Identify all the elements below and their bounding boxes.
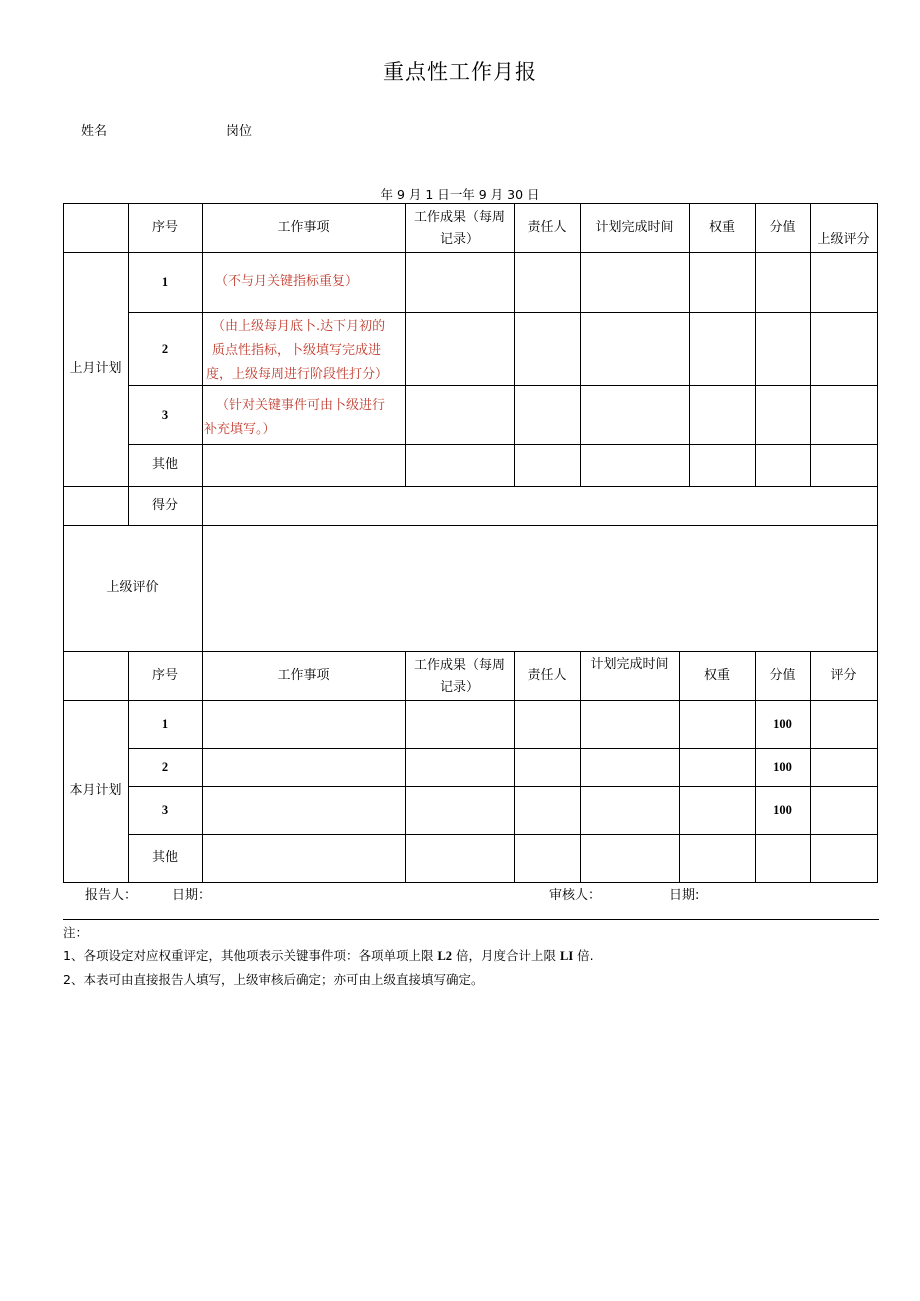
- date-label: 日期：: [172, 888, 212, 903]
- notes-heading: 注：: [63, 925, 89, 940]
- col-header-points: 分值: [769, 667, 796, 683]
- points-value: 100: [773, 803, 792, 817]
- reporter-label: 报告人：: [85, 888, 138, 903]
- hint-text: （针对关键事件可由卜级进行: [216, 398, 386, 413]
- row-number: 2: [161, 341, 169, 356]
- col-header-results-line1: 工作成果（每周: [413, 209, 505, 225]
- supervisor-evaluation-label: 上级评价: [106, 580, 159, 595]
- col-header-deadline: 计划完成时间: [595, 219, 674, 235]
- col-header-task: 工作事项: [277, 667, 330, 683]
- hint-text: 质点性指标，卜级填写完成进: [212, 343, 382, 358]
- hint-text: 补充填写。）: [204, 422, 276, 437]
- col-header-results: [405, 653, 514, 700]
- reviewer-label: 审核人：: [549, 888, 602, 903]
- page-title: 重点性工作月报: [383, 60, 537, 84]
- note-item-2: 2、本表可由直接报告人填写，上级审核后确定；亦可由上级直接填写确定。: [63, 972, 484, 987]
- section-last-month: 上月计划: [69, 361, 122, 376]
- notes-divider: [63, 919, 879, 920]
- col-header-score: 评分: [830, 667, 857, 683]
- note-item-1: 1、各项设定对应权重评定，其他项表示关键事件项：各项单项上限 L2 倍，月度合计上限 LI 倍.: [63, 948, 594, 963]
- score-label: 得分: [151, 497, 178, 513]
- position-label: 岗位: [226, 124, 253, 139]
- row-number: 3: [161, 407, 169, 422]
- col-header-no: 序号: [151, 667, 178, 683]
- row-number: 2: [161, 760, 169, 774]
- section-this-month: 本月计划: [69, 783, 122, 798]
- points-value: 100: [773, 717, 792, 731]
- hint-text: （不与月关键指标重复）: [215, 274, 359, 289]
- col-header-deadline: 计划完成时间: [590, 657, 669, 672]
- col-header-weight: 权重: [708, 219, 735, 235]
- points-value: 100: [773, 760, 792, 774]
- review-date-label: 日期:: [669, 888, 700, 903]
- hint-text: 度，上级每周进行阶段性打分）: [206, 367, 389, 382]
- col-header-results-line2: 记录）: [439, 679, 479, 695]
- row-number-other: 其他: [151, 850, 178, 865]
- row-number: 1: [161, 275, 169, 289]
- col-header-owner: 责任人: [527, 667, 567, 683]
- col-header-results: [405, 205, 514, 252]
- col-header-task: 工作事项: [277, 219, 330, 235]
- col-header-supervisor-score: 上级评分: [817, 232, 870, 247]
- name-label: 姓名: [81, 124, 108, 139]
- col-header-results-line1: 工作成果（每周: [413, 657, 505, 673]
- col-header-no: 序号: [151, 219, 178, 235]
- col-header-results-line2: 记录）: [439, 231, 479, 247]
- col-header-points: 分值: [769, 219, 796, 235]
- col-header-owner: 责任人: [527, 219, 567, 235]
- row-number: 1: [161, 717, 169, 731]
- row-number-other: 其他: [151, 457, 178, 472]
- hint-text: （由上级每月底卜.达下月初的: [212, 319, 386, 334]
- report-period: 年 9 月 1 日一年 9 月 30 日: [380, 187, 540, 202]
- col-header-weight: 权重: [703, 667, 730, 683]
- row-number: 3: [161, 803, 169, 817]
